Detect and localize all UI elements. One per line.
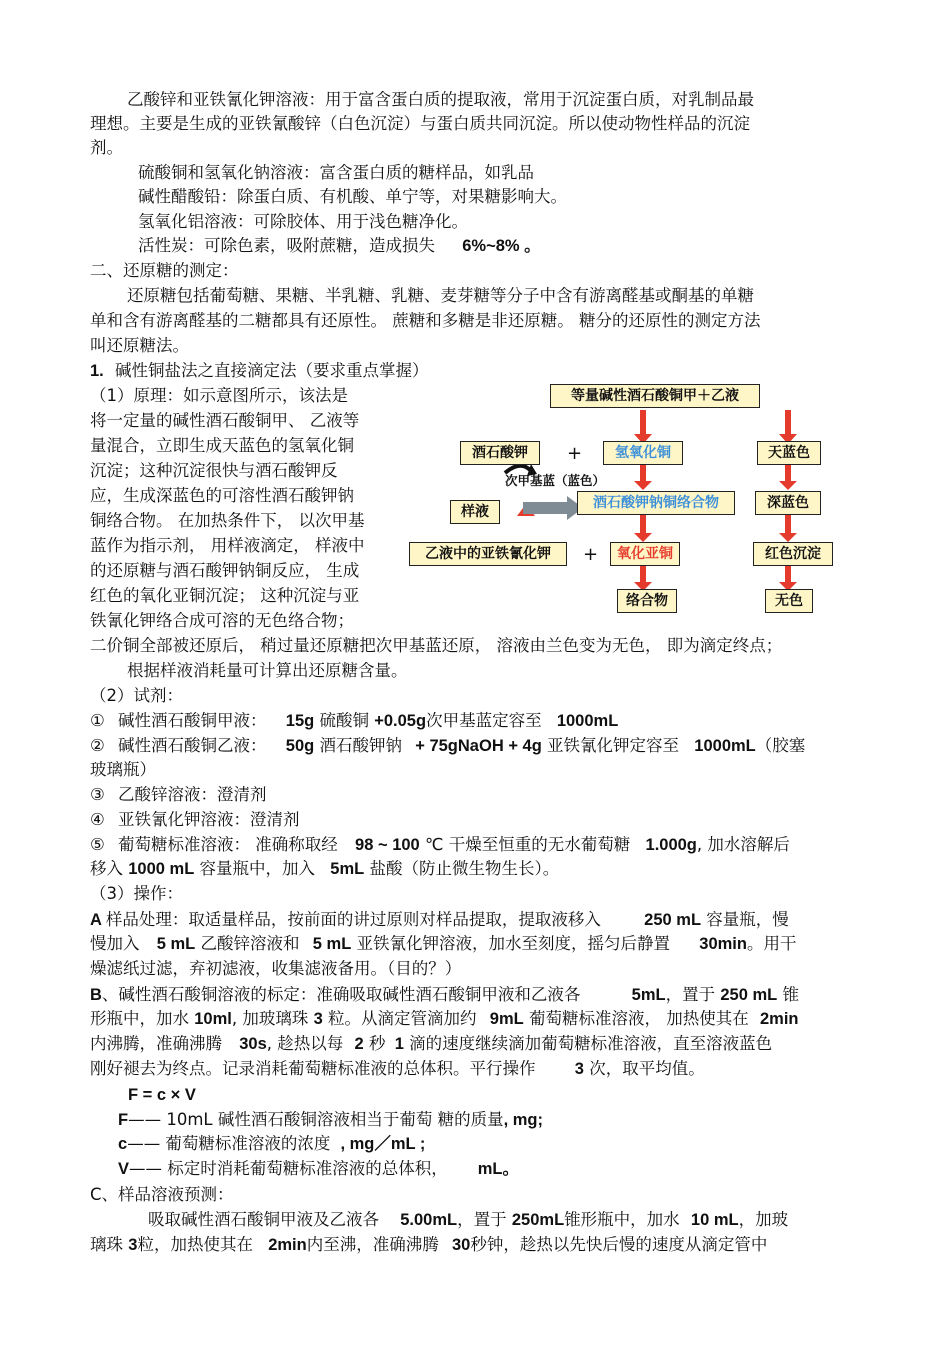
- principle-line3: 量混合，立即生成天蓝色的氢氧化铜: [90, 436, 354, 455]
- para1-line2: 理想。主要是生成的亚铁氰酸锌（白色沉淀）与蛋白质共同沉淀。所以使动物性样品的沉淀: [90, 114, 750, 133]
- arrow-top-cuoh: [640, 410, 646, 436]
- section2-title: 二、还原糖的测定：: [90, 261, 239, 280]
- reagent-1: [90, 709, 618, 733]
- reagent-4-num: ④: [90, 810, 105, 829]
- stepB-l2a: 形瓶中，加水: [90, 1009, 189, 1028]
- stepB-l2f: 9mL: [489, 1010, 524, 1028]
- stepA-line3: 燥滤纸过滤，弃初滤液，收集滤液备用。（目的？）: [90, 959, 462, 978]
- formula-def-F-unit: , mg;: [503, 1111, 544, 1129]
- diagram-red-ppt-box: 红色沉淀: [753, 542, 833, 566]
- reaction-diagram: [405, 378, 855, 618]
- reagent-5-t3: , 加水溶解后: [696, 835, 790, 854]
- reagent-1-num: ①: [90, 711, 105, 730]
- principle-line2: 将一定量的碱性酒石酸铜甲、 乙液等: [90, 411, 360, 430]
- reagent-5-cont-b2: 5mL: [330, 860, 365, 878]
- reagent-1-t3: 次甲基蓝定容至: [426, 711, 542, 730]
- formula-def-c-text: —— 葡萄糖标准溶液的浓度: [127, 1134, 331, 1153]
- reagent-1-b2: +0.05g: [374, 712, 427, 730]
- arrow-deep-red: [785, 513, 791, 535]
- reagent-5-b1: 98 ~ 100: [355, 836, 420, 854]
- stepB-l2b: 10ml: [194, 1010, 232, 1028]
- diagram-cuoh-box: 氢氧化铜: [603, 441, 683, 465]
- principle-end-line1: 二价铜全部被还原后， 稍过量还原糖把次甲基蓝还原， 溶液由兰色变为无色， 即为滴定终点；: [90, 636, 783, 655]
- principle-line4: 沉淀；这种沉淀很快与酒石酸钾反: [90, 461, 338, 480]
- reagent-4-text: 亚铁氰化钾溶液：澄清剂: [118, 810, 300, 829]
- stepA-l2e: 亚铁氰化钾溶液，加水至刻度，摇匀后静置: [356, 934, 671, 953]
- reagent-1-b1: 15g: [285, 712, 315, 730]
- stepB-l3a: 内沸腾，准确沸腾: [90, 1034, 222, 1053]
- reagent-3-text: 乙酸锌溶液：澄清剂: [118, 785, 267, 804]
- principle-line7: 蓝作为指示剂， 用样液滴定， 样液中: [90, 536, 365, 555]
- stepC-l2g: 秒钟，趁热以先快后慢的速度从滴定管中: [470, 1235, 768, 1254]
- reagent-2-name: 碱性酒石酸铜乙液：: [118, 736, 267, 755]
- arrow-complex-cu2o: [640, 513, 646, 535]
- stepC-l2c: 粒，加热使其在: [137, 1235, 253, 1254]
- reagent-2: [90, 734, 805, 758]
- formula-def-F-text: —— 10mL 碱性酒石酸铜溶液相当于葡萄 糖的质量: [128, 1110, 504, 1129]
- stepC-l1f: 10 mL: [690, 1211, 739, 1229]
- stepC-line1: [148, 1208, 788, 1232]
- diagram-tartrate-box: 酒石酸钾: [460, 441, 540, 465]
- reagent-1-b3: 1000mL: [556, 712, 619, 730]
- reagent-2-t2: 酒石酸钾钠: [319, 736, 402, 755]
- diagram-sample-box: 样液: [450, 500, 500, 524]
- stepC-l2e: 内至沸，准确沸腾: [306, 1235, 439, 1254]
- reagent-3-num: ③: [90, 785, 105, 804]
- diagram-complex-box: 酒石酸钾钠铜络合物: [577, 491, 735, 515]
- formula-def-V-unit: mL。: [477, 1160, 520, 1178]
- clarifier-3: 氢氧化铝溶液：可除胶体、用于浅色糖净化。: [138, 212, 468, 231]
- principle-line8: 的还原糖与酒石酸钾钠铜反应， 生成: [90, 561, 360, 580]
- operation-title: （3）操作：: [90, 884, 183, 903]
- stepB-l2h: 2min: [759, 1010, 799, 1028]
- formula-def-F: [118, 1108, 543, 1132]
- para1-line1: 乙酸锌和亚铁氰化钾溶液：用于富含蛋白质的提取液，常用于沉淀蛋白质，对乳制品最: [127, 90, 754, 109]
- diagram-complex2-box: 络合物: [617, 589, 677, 613]
- stepB-l3f: 1: [394, 1035, 404, 1053]
- stepB-l2e: 粒。从滴定管滴加约: [328, 1009, 477, 1028]
- reagent-5: [90, 833, 790, 857]
- stepA-l1a: 样品处理：取适量样品，按前面的讲过原则对样品提取，提取液移入: [105, 910, 601, 929]
- clarifier-1: 硫酸铜和氢氧化钠溶液：富含蛋白质的糖样品，如乳品: [138, 163, 534, 182]
- stepB-l3d: 2: [354, 1035, 364, 1053]
- stepC-line2: [90, 1233, 767, 1257]
- stepB-l3g: 滴的速度继续滴加葡萄糖标准溶液，直至溶液蓝色: [409, 1034, 773, 1053]
- principle-line6: 铜络合物。 在加热条件下， 以次甲基: [90, 511, 365, 530]
- stepB-l2g: 葡萄糖标准溶液， 加热使其在: [528, 1009, 749, 1028]
- stepC-l1c: ，置于: [457, 1210, 507, 1229]
- reagent-5-t2: ℃ 干燥至恒重的无水葡萄糖: [424, 835, 631, 854]
- arrow-cuoh-complex: [640, 463, 646, 483]
- stepB-line2: [90, 1007, 799, 1031]
- reagent-5-cont-t1: 移入: [90, 859, 123, 878]
- stepA-l2d: 5 mL: [312, 935, 352, 953]
- diagram-mb-label: 次甲基蓝（蓝色）: [505, 473, 606, 488]
- stepB-l1b: 5mL: [631, 986, 666, 1004]
- formula-def-c-unit: , mg／mL ;: [340, 1135, 426, 1153]
- para2-line1: 还原糖包括葡萄糖、果糖、半乳糖、乳糖、麦芽糖等分子中含有游离醛基或酮基的单糖: [127, 286, 754, 305]
- reagent-1-name: 碱性酒石酸铜甲液：: [118, 711, 267, 730]
- formula-def-c-sym: c: [118, 1135, 128, 1153]
- gray-arrow-body: [523, 502, 569, 514]
- stepC-l2b: 3: [128, 1236, 138, 1254]
- stepA-l2a: 慢加入: [90, 934, 140, 953]
- formula: F = c × V: [128, 1086, 196, 1104]
- stepB-l1d: 250 mL: [720, 986, 778, 1004]
- formula-def-F-sym: F: [118, 1111, 129, 1129]
- arrow-deep-red-head: [779, 533, 797, 542]
- diagram-ferro-box: 乙液中的亚铁氰化钾: [409, 542, 567, 566]
- reagent-2-b2: + 75gNaOH + 4g: [415, 737, 542, 755]
- reagent-2-b1: 50g: [285, 737, 315, 755]
- reagent-5-cont: [90, 857, 559, 881]
- clarifier-4-text: 活性炭：可除色素，吸附蔗糖，造成损失: [138, 236, 435, 255]
- stepB-l4b: 3: [574, 1060, 584, 1078]
- principle-line1: （1）原理：如示意图所示，该法是: [90, 386, 348, 405]
- stepA-l1b: 250 mL: [644, 911, 702, 929]
- stepC-l1d: 250mL: [511, 1211, 565, 1229]
- principle-line5: 应，生成深蓝色的可溶性酒石酸钾钠: [90, 486, 354, 505]
- stepB-l3c: , 趁热以每: [266, 1034, 344, 1053]
- reagent-2-num: ②: [90, 736, 105, 755]
- arrow-top-sky: [785, 410, 791, 436]
- stepC-l1g: ，加玻: [738, 1210, 789, 1229]
- stepB-l4a: 刚好褪去为终点。记录消耗葡萄糖标准液的总体积。平行操作: [90, 1059, 536, 1078]
- stepC-l2d: 2min: [268, 1236, 307, 1254]
- arrow-sky-deep-head: [779, 481, 797, 490]
- stepB-line1: [90, 983, 799, 1007]
- stepC-title: C、样品溶液预测：: [90, 1185, 234, 1204]
- diagram-deep-blue-box: 深蓝色: [755, 491, 821, 515]
- stepC-l2f: 30: [451, 1236, 471, 1254]
- stepA-l1c: 容量瓶，慢: [706, 910, 789, 929]
- stepB-l1c: ，置于: [665, 985, 716, 1004]
- diagram-plus-2: +: [583, 544, 599, 565]
- stepA-l2c: 乙酸锌溶液和: [200, 934, 300, 953]
- stepC-l2a: 璃珠: [90, 1235, 123, 1254]
- method-title-text: 碱性铜盐法之直接滴定法（要求重点掌握）: [115, 361, 429, 380]
- stepA-line1: [90, 908, 789, 932]
- stepB-l3e: 秒: [368, 1034, 386, 1053]
- carbon-loss: 6%~8% 。: [462, 237, 541, 255]
- stepB-l1e: 锥: [782, 985, 799, 1004]
- para2-line2: 单和含有游离醛基的二糖都具有还原性。 蔗糖和多糖是非还原糖。 糖分的还原性的测定方法: [90, 311, 761, 330]
- stepB-l1a: 、碱性酒石酸铜溶液的标定：准确吸取碱性酒石酸铜甲液和乙液各: [101, 985, 581, 1004]
- arrow-sky-deep: [785, 463, 791, 483]
- reagent-2-cont: 玻璃瓶）: [90, 760, 156, 779]
- stepA-l2f: 30min: [699, 935, 747, 953]
- stepC-l1b: 5.00mL: [400, 1211, 458, 1229]
- stepB-l2c: , 加玻璃珠: [231, 1009, 309, 1028]
- reagent-2-t3: 亚铁氰化钾定容至: [547, 736, 680, 755]
- stepB-l3b: 30s: [239, 1035, 267, 1053]
- reagent-5-cont-b1: 1000 mL: [128, 860, 195, 878]
- arrow-red-colorless: [785, 564, 791, 584]
- stepA-letter: A: [90, 911, 102, 929]
- diagram-plus-1: +: [567, 443, 583, 464]
- reagent-2-b3: 1000mL: [694, 737, 756, 755]
- reagent-5-b2: 1.000g: [645, 836, 697, 854]
- stepB-line3: [90, 1032, 772, 1056]
- reagent-5-cont-t2: 容量瓶中，加入: [199, 859, 316, 878]
- formula-def-c: [118, 1132, 425, 1156]
- stepC-l1a: 吸取碱性酒石酸铜甲液及乙液各: [148, 1210, 379, 1229]
- stepA-l2g: 。用干: [746, 934, 797, 953]
- para1-line3: 剂。: [90, 138, 123, 157]
- stepA-line2: [90, 932, 796, 956]
- formula-def-V-text: —— 标定时消耗葡萄糖标准溶液的总体积，: [129, 1159, 448, 1178]
- diagram-sky-blue-box: 天蓝色: [757, 441, 821, 465]
- stepB-l4c: 次，取平均值。: [589, 1059, 705, 1078]
- reagent-5-cont-t3: 盐酸（防止微生物生长）。: [369, 859, 560, 878]
- clarifier-4: [138, 234, 541, 258]
- reagent-4: [90, 808, 300, 832]
- principle-line10: 铁氰化钾络合成可溶的无色络合物；: [90, 611, 354, 630]
- reagent-1-t2: 硫酸铜: [319, 711, 369, 730]
- reagent-3: [90, 783, 267, 807]
- stepC-l1e: 锥形瓶中，加水: [564, 1210, 680, 1229]
- diagram-colorless-box: 无色: [765, 589, 813, 613]
- method-title: [90, 359, 429, 383]
- stepB-letter: B: [90, 986, 102, 1004]
- arrow-cu2o-complex2: [640, 564, 646, 584]
- formula-def-V-sym: V: [118, 1160, 130, 1178]
- reagent-2-t4: （胶塞: [755, 736, 806, 755]
- reagent-5-num: ⑤: [90, 835, 105, 854]
- method-title-num: 1.: [90, 362, 104, 380]
- stepA-l2b: 5 mL: [156, 935, 196, 953]
- arrow-cuoh-complex-head: [634, 481, 652, 490]
- principle-end-line2: 根据样液消耗量可计算出还原糖含量。: [127, 661, 408, 680]
- diagram-top-box: 等量碱性酒石酸铜甲＋乙液: [550, 384, 760, 408]
- stepB-l2d: 3: [313, 1010, 323, 1028]
- stepB-line4: [90, 1057, 705, 1081]
- principle-line9: 红色的氧化亚铜沉淀； 这种沉淀与亚: [90, 586, 360, 605]
- formula-def-V: [118, 1157, 519, 1181]
- reagents-title: （2）试剂：: [90, 686, 183, 705]
- diagram-cu2o-box: 氧化亚铜: [610, 542, 680, 566]
- para2-line3: 叫还原糖法。: [90, 336, 189, 355]
- reagent-5-name: 葡萄糖标准溶液： 准确称取经: [118, 835, 338, 854]
- clarifier-2: 碱性醋酸铅：除蛋白质、有机酸、单宁等，对果糖影响大。: [138, 187, 567, 206]
- arrow-complex-cu2o-head: [634, 533, 652, 542]
